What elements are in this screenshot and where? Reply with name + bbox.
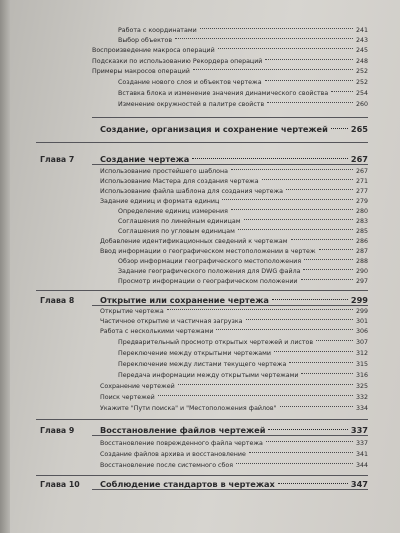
toc-leader-dots (158, 395, 353, 396)
toc-leader-dots (249, 452, 353, 453)
toc-entry-page: 283 (355, 218, 368, 225)
toc-entry-title: Работа с координатами (118, 27, 197, 34)
toc-entry-page: 252 (355, 68, 368, 75)
chapter-underline (92, 435, 368, 436)
toc-entry-title: Использование простейшего шаблона (100, 168, 228, 175)
toc-entry-title: Восстановление файлов чертежей (100, 425, 266, 435)
toc-entry-title: Восстановление поврежденного файла чертежа (100, 440, 263, 447)
toc-entry-title: Определение единиц измерения (118, 208, 228, 215)
toc-entry (118, 361, 368, 368)
toc-entry (118, 101, 368, 108)
section-divider (36, 475, 368, 476)
toc-leader-dots (192, 158, 348, 159)
toc-entry-title: Использование Мастера для создания чертежа (100, 178, 259, 185)
toc-entry-page: 245 (355, 47, 368, 54)
toc-leader-dots (262, 179, 353, 180)
toc-leader-dots (244, 219, 353, 220)
chapter-label: Глава 9 (40, 426, 75, 435)
toc-entry-page: 260 (355, 101, 368, 108)
toc-entry-title: Поиск чертежей (100, 394, 155, 401)
toc-entry-title: Вставка блока и изменение значения динамического свойства (118, 90, 329, 97)
toc-entry (100, 405, 368, 412)
toc-entry-title: Создание файлов архива и восстановление (100, 451, 246, 458)
toc-entry-title: Создание нового слоя и объектов чертежа (118, 79, 262, 86)
toc-entry-page: 267 (355, 168, 368, 175)
toc-leader-dots (231, 209, 353, 210)
toc-entry (92, 47, 368, 54)
toc-entry-page: 315 (355, 361, 368, 368)
toc-leader-dots (216, 329, 352, 330)
toc-entry-page: 341 (355, 451, 368, 458)
toc-leader-dots (278, 483, 348, 484)
toc-entry-page: 312 (355, 350, 368, 357)
toc-entry (118, 79, 368, 86)
toc-entry-page: 337 (355, 440, 368, 447)
chapter-underline (92, 164, 368, 165)
toc-entry (92, 58, 368, 65)
toc-entry-page: 287 (355, 248, 368, 255)
toc-entry-page: 306 (355, 328, 368, 335)
toc-entry-page: 288 (355, 258, 368, 265)
section-divider (92, 117, 368, 118)
toc-leader-dots (291, 239, 353, 240)
toc-entry (100, 248, 368, 255)
toc-entry-page: 344 (355, 462, 368, 469)
toc-entry (100, 318, 368, 325)
toc-leader-dots (301, 279, 353, 280)
toc-entry-page: 254 (355, 90, 368, 97)
section-divider (36, 290, 368, 291)
toc-leader-dots (319, 249, 353, 250)
toc-leader-dots (265, 59, 353, 60)
toc-chapter-heading (100, 154, 368, 164)
toc-leader-dots (175, 38, 353, 39)
toc-entry-title: Восстановление после системного сбоя (100, 462, 234, 469)
toc-entry-title: Сохранение чертежей (100, 383, 175, 390)
toc-entry-title: Просмотр информации о географическом положении (118, 278, 298, 285)
toc-entry-page: 297 (355, 278, 368, 285)
toc-entry (118, 350, 368, 357)
toc-entry (100, 462, 368, 469)
toc-leader-dots (289, 362, 353, 363)
chapter-underline (92, 305, 368, 306)
toc-leader-dots (267, 102, 353, 103)
toc-entry (100, 328, 368, 335)
toc-leader-dots (178, 384, 353, 385)
toc-entry-title: Обзор информации географического местоположения (118, 258, 302, 265)
toc-entry-page: 267 (350, 154, 368, 164)
toc-entry (118, 90, 368, 97)
toc-entry-page: 307 (355, 339, 368, 346)
toc-entry (100, 440, 368, 447)
toc-leader-dots (268, 429, 347, 430)
toc-entry-page: 252 (355, 79, 368, 86)
toc-entry-title: Изменение окружностей в палитре свойств (118, 101, 265, 108)
toc-entry (100, 188, 368, 195)
toc-entry (118, 372, 368, 379)
chapter-label: Глава 8 (40, 296, 75, 305)
toc-leader-dots (301, 373, 353, 374)
toc-leader-dots (303, 269, 352, 270)
toc-entry (100, 198, 368, 205)
toc-entry-title: Открытие чертежа (100, 308, 164, 315)
toc-entry-page: 325 (355, 383, 368, 390)
toc-chapter-heading (100, 479, 368, 489)
toc-entry-title: Работа с несколькими чертежами (100, 328, 214, 335)
toc-leader-dots (304, 259, 353, 260)
section-divider (36, 142, 368, 143)
toc-entry-title: Соглашения по угловым единицам (118, 228, 235, 235)
toc-entry-page: 279 (355, 198, 368, 205)
toc-entry (100, 178, 368, 185)
toc-entry-page: 332 (355, 394, 368, 401)
toc-entry-page: 316 (355, 372, 368, 379)
toc-leader-dots (286, 189, 353, 190)
toc-entry (100, 168, 368, 175)
toc-leader-dots (222, 199, 353, 200)
toc-leader-dots (236, 463, 353, 464)
toc-leader-dots (193, 69, 353, 70)
toc-entry (118, 37, 368, 44)
toc-entry-title: Ввод информации о географическом местоположении в чертеж (100, 248, 316, 255)
toc-entry-title: Создание, организация и сохранение чертежей (100, 124, 328, 134)
toc-entry-title: Воспроизведение макроса операций (92, 47, 215, 54)
toc-leader-dots (316, 340, 353, 341)
toc-entry-title: Соглашения по линейным единицам (118, 218, 241, 225)
toc-leader-dots (266, 441, 353, 442)
toc-leader-dots (218, 48, 353, 49)
toc-entry-page: 334 (355, 405, 368, 412)
toc-leader-dots (280, 406, 353, 407)
toc-entry-page: 301 (355, 318, 368, 325)
toc-entry-title: Предварительный просмотр открытых чертежей и листов (118, 339, 314, 346)
toc-entry (118, 268, 368, 275)
toc-entry-page: 337 (350, 425, 368, 435)
toc-entry (118, 258, 368, 265)
chapter-label: Глава 7 (40, 155, 75, 164)
toc-entry-page: 290 (355, 268, 368, 275)
toc-entry (100, 394, 368, 401)
toc-entry-title: Выбор объектов (118, 37, 173, 44)
section-divider (36, 419, 368, 420)
chapter-label: Глава 10 (40, 480, 80, 489)
toc-entry-title: Добавление идентификационных сведений к чертежам (100, 238, 288, 245)
toc-entry-title: Переключение между листами текущего чертежа (118, 361, 287, 368)
toc-leader-dots (265, 80, 353, 81)
toc-entry-title: Переключение между открытыми чертежами (118, 350, 271, 357)
toc-entry (118, 27, 368, 34)
toc-entry-page: 248 (355, 58, 368, 65)
toc-entry-page: 286 (355, 238, 368, 245)
chapter-underline (92, 489, 368, 490)
toc-entry-title: Примеры макросов операций (92, 68, 190, 75)
toc-chapter-heading (100, 295, 368, 305)
toc-entry-page: 299 (355, 308, 368, 315)
toc-entry-title: Частичное открытие и частичная загрузка (100, 318, 243, 325)
toc-entry-title: Задание единиц и формата единиц (100, 198, 220, 205)
toc-entry-title: Передача информации между открытыми чертежами (118, 372, 299, 379)
toc-leader-dots (231, 169, 353, 170)
toc-leader-dots (272, 299, 348, 300)
toc-leader-dots (200, 28, 353, 29)
toc-entry (100, 451, 368, 458)
toc-entry-page: 285 (355, 228, 368, 235)
toc-entry-page: 241 (355, 27, 368, 34)
toc-entry-page: 299 (350, 295, 368, 305)
toc-entry-title: Открытие или сохранение чертежа (100, 295, 269, 305)
toc-entry (100, 308, 368, 315)
toc-entry-page: 243 (355, 37, 368, 44)
toc-entry (118, 339, 368, 346)
toc-leader-dots (246, 319, 353, 320)
toc-entry-page: 277 (355, 188, 368, 195)
toc-entry-title: Укажите "Пути поиска" и "Местоположения файлов" (100, 405, 277, 412)
toc-leader-dots (331, 91, 353, 92)
toc-entry-page: 347 (350, 479, 368, 489)
toc-entry-title: Соблюдение стандартов в чертежах (100, 479, 275, 489)
toc-leader-dots (274, 351, 353, 352)
toc-entry-title: Использование файла шаблона для создания чертежа (100, 188, 284, 195)
toc-entry (118, 278, 368, 285)
toc-entry-page: 280 (355, 208, 368, 215)
toc-entry-title: Задание географического положения для DWG файла (118, 268, 301, 275)
toc-leader-dots (331, 128, 348, 129)
toc-leader-dots (167, 309, 353, 310)
toc-part-heading (100, 124, 368, 134)
toc-entry (100, 383, 368, 390)
toc-entry-page: 271 (355, 178, 368, 185)
toc-entry-title: Создание чертежа (100, 154, 190, 164)
toc-chapter-heading (100, 425, 368, 435)
toc-entry (118, 208, 368, 215)
toc-entry (118, 228, 368, 235)
toc-entry (118, 218, 368, 225)
toc-entry (100, 238, 368, 245)
toc-entry (92, 68, 368, 75)
toc-leader-dots (238, 229, 353, 230)
toc-entry-title: Подсказки по использованию Рекордера операций (92, 58, 263, 65)
toc-entry-page: 265 (350, 124, 368, 134)
